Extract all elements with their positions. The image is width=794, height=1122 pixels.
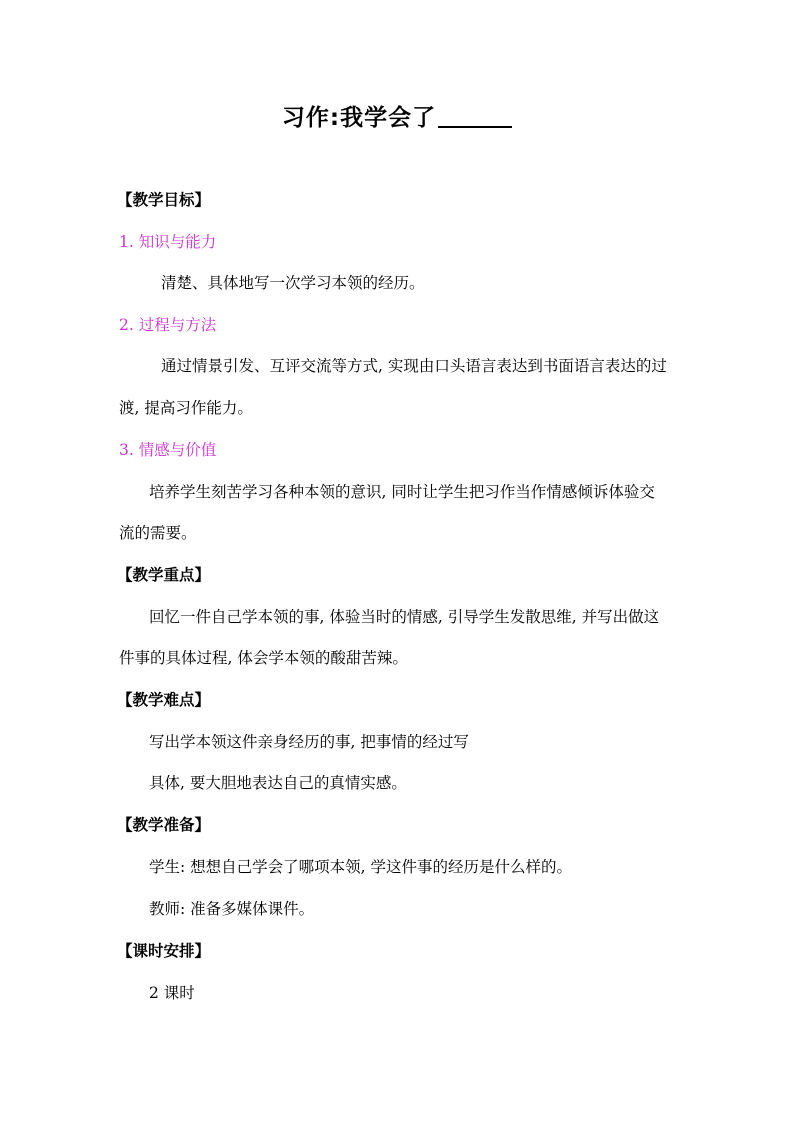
- key-points-heading: 【教学重点】: [117, 565, 211, 584]
- schedule-value: 2 课时: [149, 984, 195, 1002]
- objective-3-text-line1: 培养学生刻苦学习各种本领的意识, 同时让学生把习作当作情感倾诉体验交: [149, 483, 655, 501]
- objective-3-text-line2: 流的需要。: [119, 524, 197, 542]
- objective-2-text-line1: 通过情景引发、互评交流等方式, 实现由口头语言表达到书面语言表达的过: [161, 357, 667, 375]
- schedule-heading: 【课时安排】: [117, 941, 211, 960]
- difficulties-line1: 写出学本领这件亲身经历的事, 把事情的经过写: [149, 733, 469, 751]
- objective-1-text: 清楚、具体地写一次学习本领的经历。: [161, 274, 425, 292]
- key-points-line1: 回忆一件自己学本领的事, 体验当时的情感, 引导学生发散思维, 并写出做这: [149, 608, 660, 626]
- document-title: [0, 100, 794, 136]
- objective-2-title: 2. 过程与方法: [119, 316, 217, 334]
- key-points-line2: 件事的具体过程, 体会学本领的酸甜苦辣。: [119, 649, 408, 667]
- title-text: 习作:我学会了: [281, 105, 437, 131]
- objective-2-text-line2: 渡, 提高习作能力。: [119, 399, 253, 417]
- preparation-student: 学生: 想想自己学会了哪项本领, 学这件事的经历是什么样的。: [149, 858, 573, 876]
- difficulties-line2: 具体, 要大胆地表达自己的真情实感。: [149, 774, 407, 792]
- objectives-heading: 【教学目标】: [117, 190, 211, 209]
- title-blank-underline: [438, 126, 512, 128]
- objective-3-title: 3. 情感与价值: [119, 441, 217, 459]
- objective-1-title: 1. 知识与能力: [119, 233, 217, 251]
- preparation-teacher: 教师: 准备多媒体课件。: [149, 900, 315, 918]
- preparation-heading: 【教学准备】: [117, 815, 211, 834]
- difficulties-heading: 【教学难点】: [117, 690, 211, 709]
